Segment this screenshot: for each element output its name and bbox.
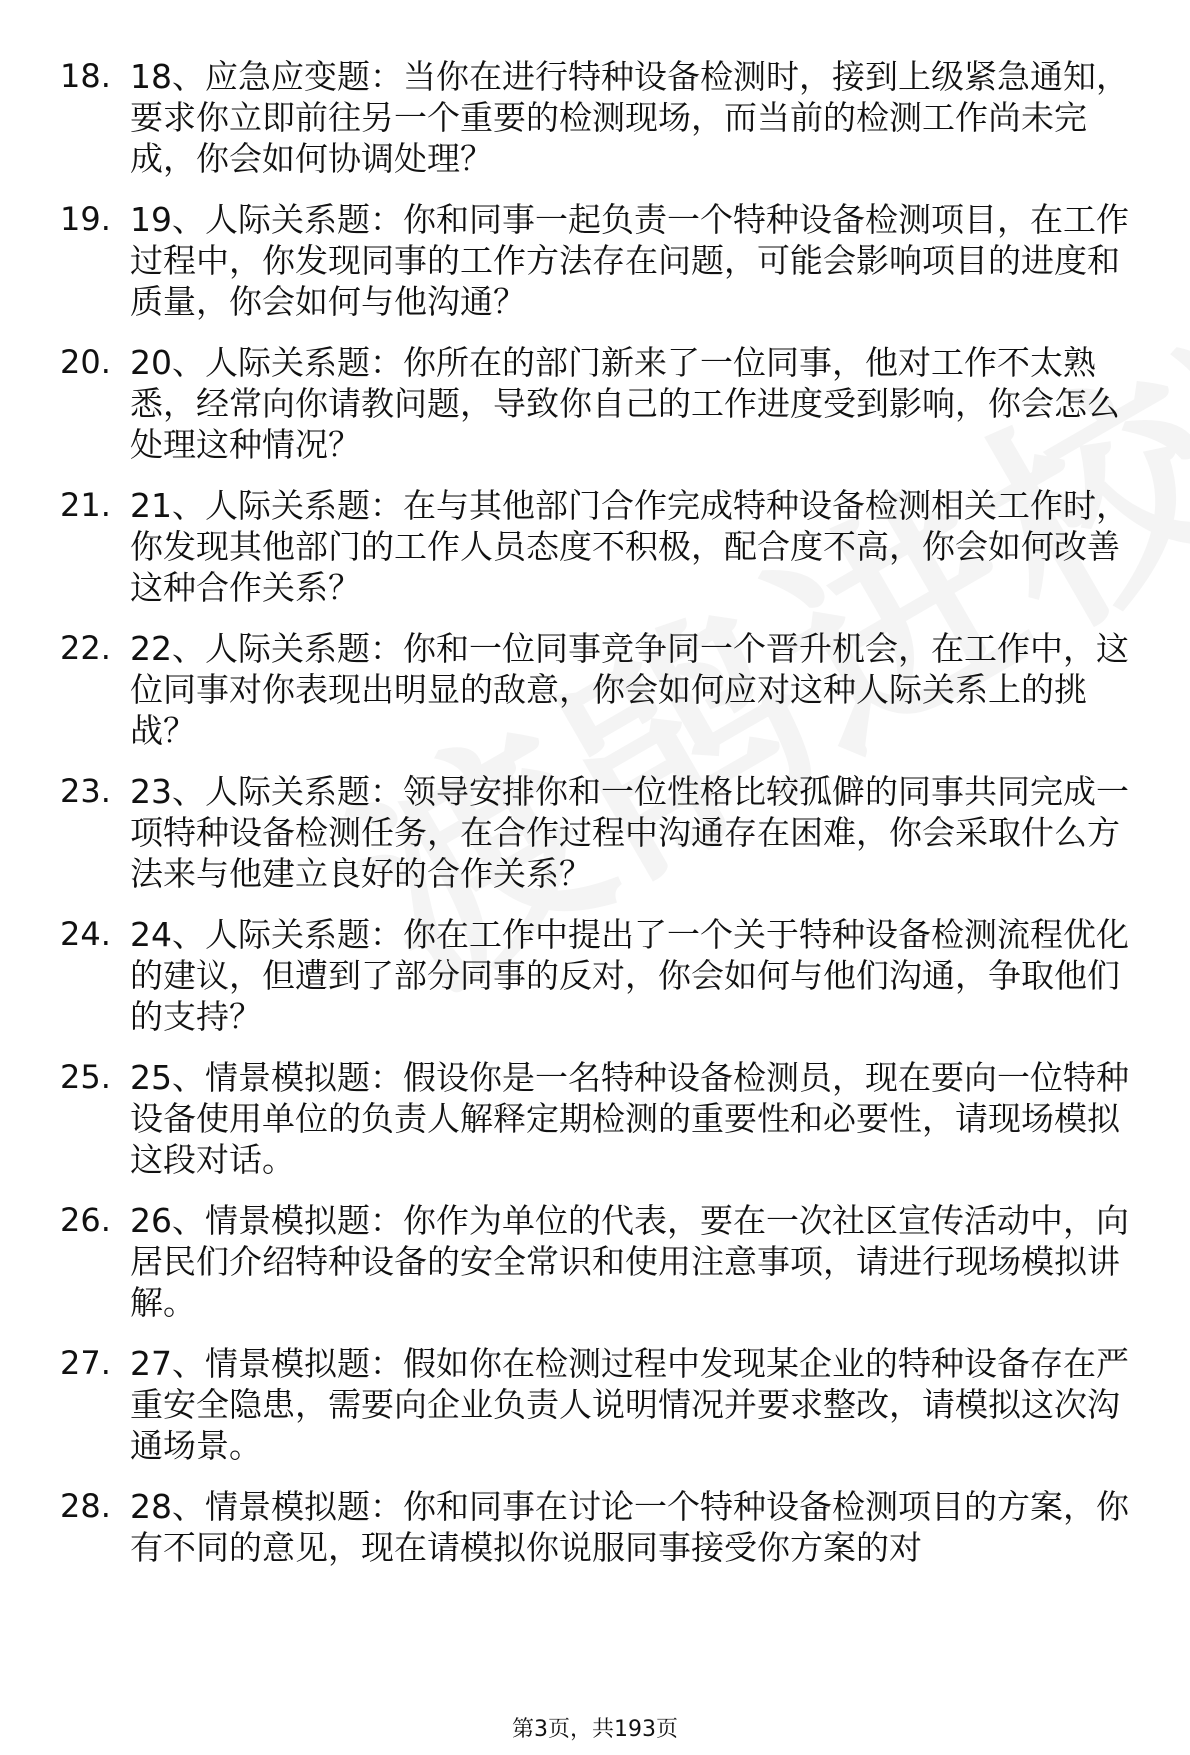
item-text: 24、人际关系题：你在工作中提出了一个关于特种设备检测流程优化的建议，但遭到了部分同事的反对，你会如何与他们沟通，争取他们的支持？: [130, 915, 1129, 1036]
question-list: [60, 56, 1150, 1588]
list-item: [60, 342, 1150, 465]
item-number: 26.: [60, 1201, 111, 1239]
page-footer: 第3页，共193页: [512, 1717, 678, 1742]
item-text: 25、情景模拟题：假设你是一名特种设备检测员，现在要向一位特种设备使用单位的负责人解释定期检测的重要性和必要性，请现场模拟这段对话。: [130, 1058, 1129, 1179]
item-text: 20、人际关系题：你所在的部门新来了一位同事，他对工作不太熟悉，经常向你请教问题，导致你自己的工作进度受到影响，你会怎么处理这种情况？: [130, 343, 1120, 464]
item-number: 21.: [60, 486, 111, 524]
item-text: 22、人际关系题：你和一位同事竞争同一个晋升机会，在工作中，这位同事对你表现出明显的敌意，你会如何应对这种人际关系上的挑战？: [130, 629, 1129, 750]
item-number: 25.: [60, 1058, 111, 1096]
list-item: [60, 1200, 1150, 1323]
item-text: 23、人际关系题：领导安排你和一位性格比较孤僻的同事共同完成一项特种设备检测任务，在合作过程中沟通存在困难，你会采取什么方法来与他建立良好的合作关系？: [130, 772, 1129, 893]
item-number: 19.: [60, 200, 111, 238]
list-item: [60, 56, 1150, 179]
item-number: 27.: [60, 1344, 111, 1382]
list-item: [60, 1343, 1150, 1466]
item-text: 18、应急应变题：当你在进行特种设备检测时，接到上级紧急通知，要求你立即前往另一个重要的检测现场，而当前的检测工作尚未完成，你会如何协调处理？: [130, 57, 1129, 178]
list-item: [60, 914, 1150, 1037]
list-item: [60, 628, 1150, 751]
list-item: [60, 1057, 1150, 1180]
list-item: [60, 771, 1150, 894]
item-text: 28、情景模拟题：你和同事在讨论一个特种设备检测项目的方案，你有不同的意见，现在请模拟你说服同事接受你方案的对: [130, 1487, 1129, 1567]
list-item: [60, 485, 1150, 608]
item-text: 27、情景模拟题：假如你在检测过程中发现某企业的特种设备存在严重安全隐患，需要向企业负责人说明情况并要求整改，请模拟这次沟通场景。: [130, 1344, 1129, 1465]
item-text: 21、人际关系题：在与其他部门合作完成特种设备检测相关工作时，你发现其他部门的工作人员态度不积极，配合度不高，你会如何改善这种合作关系？: [130, 486, 1129, 607]
list-item: [60, 199, 1150, 322]
item-text: 19、人际关系题：你和同事一起负责一个特种设备检测项目，在工作过程中，你发现同事的工作方法存在问题，可能会影响项目的进度和质量，你会如何与他沟通？: [130, 200, 1129, 321]
item-number: 18.: [60, 57, 111, 95]
item-number: 23.: [60, 772, 111, 810]
list-item: [60, 1486, 1150, 1568]
item-number: 28.: [60, 1487, 111, 1525]
item-text: 26、情景模拟题：你作为单位的代表，要在一次社区宣传活动中，向居民们介绍特种设备的安全常识和使用注意事项，请进行现场模拟讲解。: [130, 1201, 1129, 1322]
item-number: 22.: [60, 629, 111, 667]
item-number: 20.: [60, 343, 111, 381]
item-number: 24.: [60, 915, 111, 953]
